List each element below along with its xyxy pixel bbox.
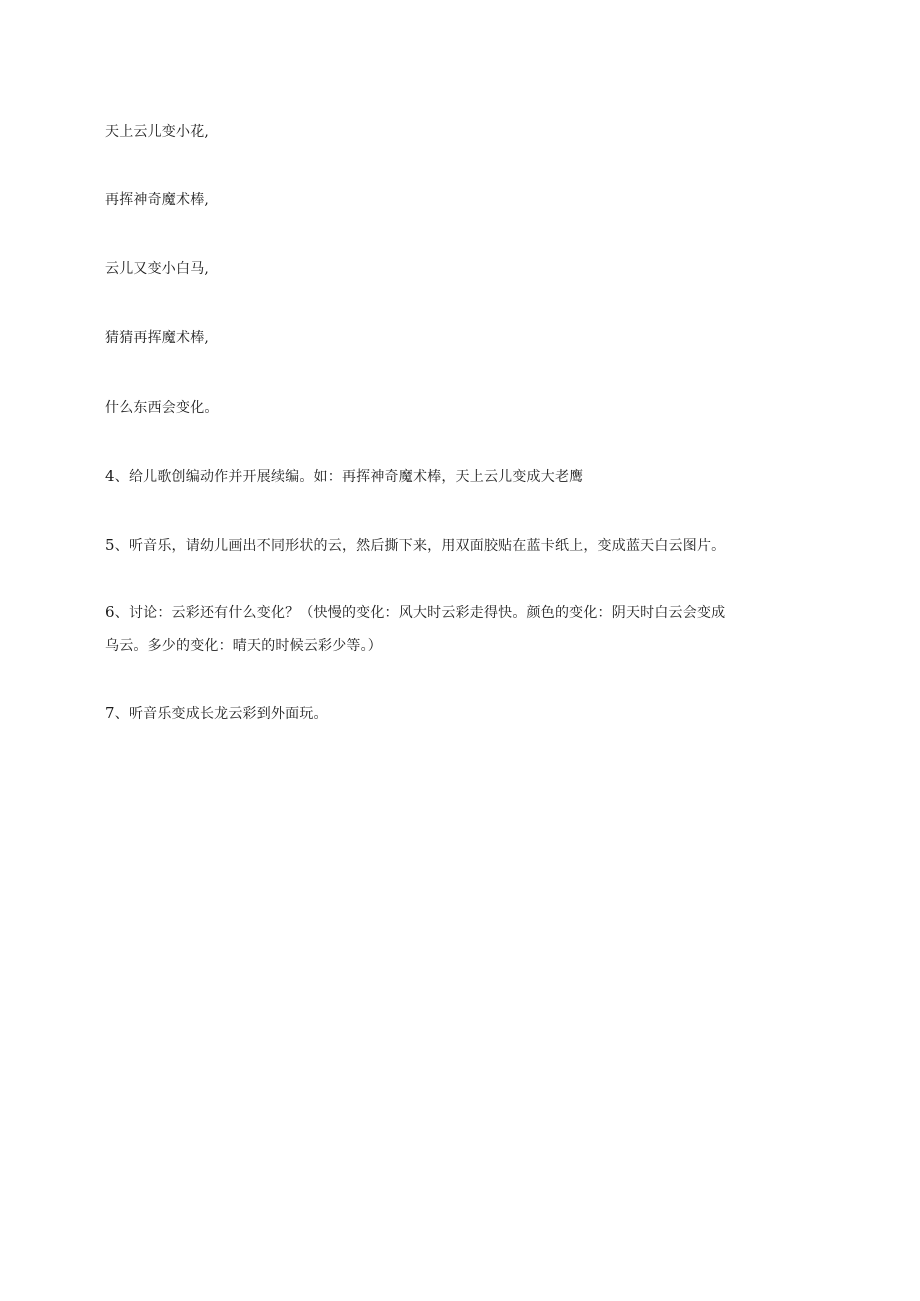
step-number: 6 (105, 603, 115, 621)
step-number: 4 (105, 467, 115, 485)
step-text: 、讨论：云彩还有什么变化？（快慢的变化：风大时云彩走得快。颜色的变化：阴天时白云会变成 (114, 605, 726, 621)
poem-line-5: 什么东西会变化。 (105, 400, 219, 416)
step-6-continuation: 乌云。多少的变化：晴天的时候云彩少等。） (105, 638, 382, 654)
step-text: 、给儿歌创编动作并开展续编。如：再挥神奇魔术棒，天上云儿变成大老鹰 (114, 469, 584, 485)
step-text: 、听音乐变成长龙云彩到外面玩。 (114, 706, 328, 722)
poem-line-1: 天上云儿变小花, (105, 124, 210, 140)
step-4 (105, 466, 583, 487)
poem-line-2: 再挥神奇魔术棒, (105, 192, 210, 208)
step-5 (105, 535, 725, 556)
step-6 (105, 602, 725, 623)
step-text: 、听音乐，请幼儿画出不同形状的云，然后撕下来，用双面胶贴在蓝卡纸上，变成蓝天白云图片。 (114, 538, 726, 554)
poem-line-4: 猜猜再挥魔术棒, (105, 330, 210, 346)
step-number: 5 (105, 536, 115, 554)
step-number: 7 (105, 704, 115, 722)
poem-line-3: 云儿又变小白马, (105, 261, 210, 277)
step-7 (105, 703, 328, 724)
